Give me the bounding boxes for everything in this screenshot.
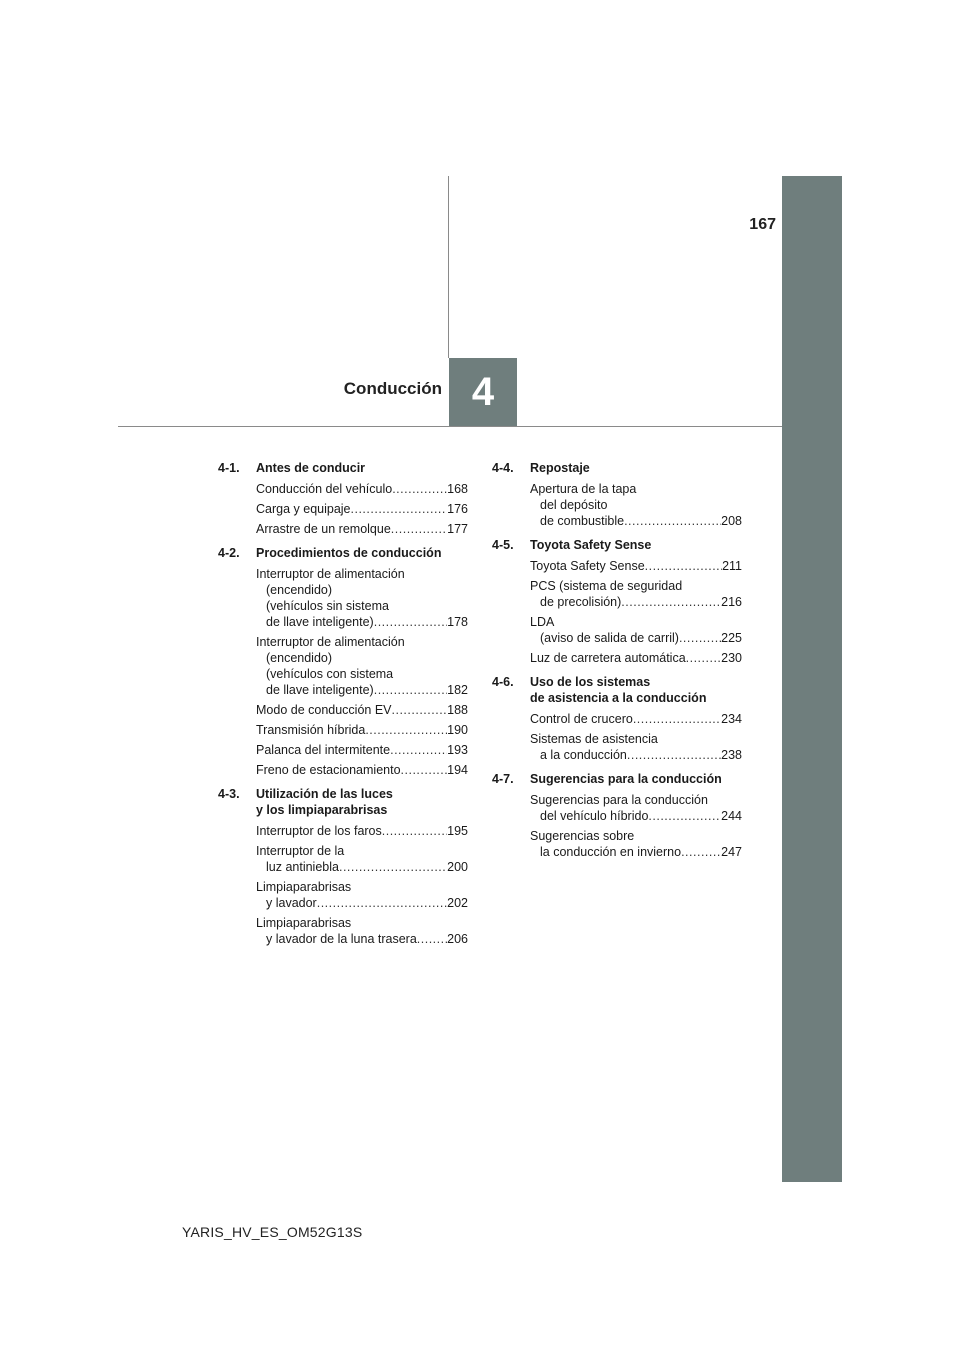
toc-section [492, 460, 742, 529]
entry-title: Sugerencias sobre [530, 829, 635, 843]
dot-leader [391, 521, 447, 537]
header-horizontal-rule [118, 426, 782, 427]
toc-entry-link[interactable] [530, 481, 742, 529]
entry-page-number: 178 [447, 615, 468, 629]
entry-title-last-line: de llave inteligente) [266, 615, 374, 629]
entry-title-last-line: Carga y equipaje [256, 502, 351, 516]
toc-entry-link[interactable] [256, 702, 468, 718]
entry-title-last-line: Arrastre de un remolque [256, 522, 391, 536]
toc-entry-link[interactable] [256, 843, 468, 875]
toc-section [492, 674, 742, 763]
toc-column-left [218, 460, 468, 955]
toc-column-right [492, 460, 742, 868]
dot-leader [621, 594, 721, 610]
toc-entry-link[interactable] [256, 879, 468, 911]
entry-title-last-line: de llave inteligente) [266, 683, 374, 697]
section-number: 4-4. [492, 461, 514, 475]
entry-title: Apertura de la tapa del depósito [530, 482, 637, 512]
chapter-title: Conducción [343, 379, 442, 398]
entry-title-last-line: Interruptor de los faros [256, 824, 382, 838]
entry-title: Sugerencias para la conducción [530, 793, 708, 807]
toc-section [218, 786, 468, 947]
entry-title: Sistemas de asistencia [530, 732, 658, 746]
section-heading [218, 545, 468, 561]
section-title: Procedimientos de conducción [256, 546, 442, 560]
section-heading [492, 537, 742, 553]
entry-title: Interruptor de la [256, 844, 345, 858]
toc-entry-link[interactable] [256, 762, 468, 778]
section-title: Sugerencias para la conducción [530, 772, 722, 786]
toc-entry-link[interactable] [256, 521, 468, 537]
entry-title-last-line: Control de crucero [530, 712, 633, 726]
toc-entry-link[interactable] [530, 558, 742, 574]
section-title: Utilización de las luces y los limpiaparabrisas [256, 787, 393, 817]
entry-page-number: 195 [447, 824, 468, 838]
section-number: 4-6. [492, 675, 514, 689]
entry-title-last-line: Freno de estacionamiento [256, 763, 401, 777]
dot-leader [365, 722, 447, 738]
section-title: Uso de los sistemas de asistencia a la conducción [530, 675, 707, 705]
entry-page-number: 216 [721, 595, 742, 609]
dot-leader [648, 808, 721, 824]
entry-page-number: 247 [721, 845, 742, 859]
entry-title-last-line: del vehículo híbrido [540, 809, 649, 823]
section-number: 4-5. [492, 538, 514, 552]
entry-title-last-line: Palanca del intermitente [256, 743, 391, 757]
entry-title-last-line: luz antiniebla [266, 860, 339, 874]
entry-title-last-line: Modo de conducción EV [256, 703, 392, 717]
entry-title-last-line: a la conducción [540, 748, 627, 762]
entry-page-number: 206 [447, 932, 468, 946]
entry-title: Interruptor de alimentación (encendido) (vehículos sin sistema [256, 567, 405, 613]
dot-leader [645, 558, 722, 574]
section-title: Antes de conducir [256, 461, 366, 475]
toc-entry-link[interactable] [256, 501, 468, 517]
entry-page-number: 234 [721, 712, 742, 726]
entry-title-last-line: de precolisión) [540, 595, 622, 609]
section-number: 4-2. [218, 546, 240, 560]
entry-title-last-line: Conducción del vehículo [256, 482, 393, 496]
entry-title: Limpiaparabrisas [256, 880, 352, 894]
entry-page-number: 211 [722, 559, 742, 573]
toc-entry-link[interactable] [256, 915, 468, 947]
entry-title-last-line: Transmisión híbrida [256, 723, 366, 737]
dot-leader [374, 682, 447, 698]
entry-page-number: 182 [447, 683, 468, 697]
entry-title: LDA [530, 615, 555, 629]
dot-leader [374, 614, 447, 630]
toc-entry-link[interactable] [530, 578, 742, 610]
dot-leader [390, 742, 447, 758]
entry-title-last-line: Luz de carretera automática [530, 651, 686, 665]
entry-title-last-line: y lavador [266, 896, 317, 910]
entry-title: PCS (sistema de seguridad [530, 579, 683, 593]
chapter-number: 4 [471, 369, 495, 414]
toc-entry-link[interactable] [256, 481, 468, 497]
entry-page-number: 168 [447, 482, 468, 496]
dot-leader [392, 702, 448, 718]
toc-entry-link[interactable] [530, 650, 742, 666]
toc-entry-link[interactable] [530, 614, 742, 646]
toc-entry-link[interactable] [530, 828, 742, 860]
entry-page-number: 225 [721, 631, 742, 645]
header-vertical-rule [448, 176, 449, 358]
document-code: YARIS_HV_ES_OM52G13S [182, 1224, 363, 1240]
entry-title-last-line: (aviso de salida de carril) [540, 631, 679, 645]
section-heading [218, 786, 468, 818]
entry-page-number: 193 [447, 743, 468, 757]
section-title: Toyota Safety Sense [530, 538, 652, 552]
entry-page-number: 194 [447, 763, 468, 777]
page-number: 167 [749, 216, 776, 233]
dot-leader [624, 513, 721, 529]
section-number: 4-7. [492, 772, 514, 786]
dot-leader [627, 747, 721, 763]
toc-entry-link[interactable] [530, 731, 742, 763]
section-heading [492, 771, 742, 787]
dot-leader [679, 630, 721, 646]
toc-section [218, 460, 468, 537]
dot-leader [339, 859, 447, 875]
dot-leader [686, 650, 722, 666]
dot-leader [351, 501, 448, 517]
section-title: Repostaje [530, 461, 590, 475]
toc-section [218, 545, 468, 778]
toc-entry-link[interactable] [256, 634, 468, 698]
dot-leader [392, 481, 447, 497]
entry-page-number: 200 [447, 860, 468, 874]
chapter-side-tab [782, 176, 842, 1182]
entry-page-number: 208 [721, 514, 742, 528]
entry-page-number: 188 [447, 703, 468, 717]
toc-entry-link[interactable] [256, 742, 468, 758]
toc-entry-link[interactable] [256, 566, 468, 630]
section-heading [492, 460, 742, 476]
dot-leader [417, 931, 447, 947]
entry-title-last-line: y lavador de la luna trasera [266, 932, 417, 946]
entry-title-last-line: Toyota Safety Sense [530, 559, 645, 573]
dot-leader [633, 711, 721, 727]
entry-page-number: 244 [721, 809, 742, 823]
toc-entry-link[interactable] [256, 722, 468, 738]
entry-page-number: 176 [447, 502, 468, 516]
dot-leader [382, 823, 447, 839]
toc-entry-link[interactable] [530, 711, 742, 727]
entry-page-number: 230 [721, 651, 742, 665]
section-number: 4-3. [218, 787, 240, 801]
entry-page-number: 238 [721, 748, 742, 762]
entry-page-number: 177 [447, 522, 468, 536]
entry-title-last-line: de combustible [540, 514, 625, 528]
entry-page-number: 190 [447, 723, 468, 737]
dot-leader [401, 762, 448, 778]
toc-entry-link[interactable] [530, 792, 742, 824]
section-heading [492, 674, 742, 706]
toc-section [492, 537, 742, 666]
entry-page-number: 202 [447, 896, 468, 910]
section-number: 4-1. [218, 461, 240, 475]
entry-title: Interruptor de alimentación (encendido) (vehículos con sistema [256, 635, 405, 681]
dot-leader [681, 844, 721, 860]
section-heading [218, 460, 468, 476]
chapter-number-box [449, 358, 517, 426]
toc-entry-link[interactable] [256, 823, 468, 839]
entry-title: Limpiaparabrisas [256, 916, 352, 930]
entry-title-last-line: la conducción en invierno [540, 845, 682, 859]
toc-section [492, 771, 742, 860]
dot-leader [317, 895, 447, 911]
